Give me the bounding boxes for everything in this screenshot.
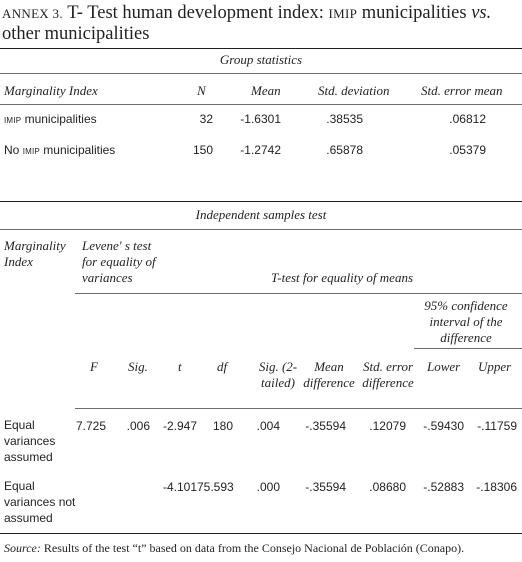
group-row-mean: -1.2742 bbox=[240, 143, 281, 157]
rule-independent-top bbox=[0, 201, 522, 202]
header-n: N bbox=[197, 83, 206, 98]
group-row-sd: .65878 bbox=[326, 143, 363, 157]
header-mean: Mean bbox=[251, 83, 281, 98]
group-row-sem: .05379 bbox=[449, 143, 486, 157]
header-levene: Levene' s test for equality of variances bbox=[82, 238, 156, 285]
ind-row-lower: -.52883 bbox=[423, 480, 464, 494]
rule-ttest bbox=[75, 293, 522, 294]
annex-label: ANNEX 3. bbox=[2, 6, 63, 21]
ind-row-sig: .006 bbox=[126, 419, 150, 433]
col-t: t bbox=[178, 359, 182, 374]
header-std-error-mean: Std. error mean bbox=[421, 83, 503, 98]
rule-top bbox=[0, 48, 522, 49]
rule-bottom bbox=[0, 533, 522, 534]
label-prefix: No bbox=[4, 143, 23, 157]
source-label: Source: bbox=[4, 541, 41, 555]
label-imip: IMIP bbox=[4, 116, 22, 125]
rule-independent-caption bbox=[0, 229, 522, 230]
table-title bbox=[2, 3, 517, 44]
col-sig-2tailed: Sig. (2-tailed) bbox=[258, 359, 298, 390]
ind-row-se-diff: .12079 bbox=[369, 419, 406, 433]
ind-row-upper: -.18306 bbox=[476, 480, 517, 494]
label-text: municipalities bbox=[39, 143, 116, 157]
title-imip: IMIP bbox=[328, 6, 358, 21]
ind-row-mean-diff: -.35594 bbox=[305, 419, 346, 433]
header-std-deviation: Std. deviation bbox=[318, 83, 390, 98]
title-text-c: other municipalities bbox=[2, 24, 150, 44]
col-upper: Upper bbox=[478, 359, 512, 374]
group-row-label bbox=[4, 112, 97, 126]
ind-row-sig2: .000 bbox=[256, 480, 280, 494]
independent-caption: Independent samples test bbox=[195, 207, 327, 222]
group-stats-caption: Group statistics bbox=[219, 52, 303, 67]
ind-row-upper: -.11759 bbox=[477, 419, 517, 433]
ind-row-lower: -.59430 bbox=[423, 419, 464, 433]
group-row-label bbox=[4, 143, 115, 157]
title-vs: vs. bbox=[471, 3, 492, 23]
ind-row-se-diff: .08680 bbox=[369, 480, 406, 494]
ind-row-t: -4.101 bbox=[162, 480, 197, 494]
rule-group-header bbox=[0, 104, 522, 105]
ind-row-t: -2.947 bbox=[162, 419, 197, 433]
title-text-b: municipalities bbox=[357, 3, 472, 23]
title-text-a: T- Test human development index: bbox=[62, 3, 329, 23]
ind-row-mean-diff: -.35594 bbox=[305, 480, 346, 494]
group-row-sd: .38535 bbox=[326, 112, 363, 126]
source-text: Results of the test “t” based on data from the Consejo Nacional de Población (Conapo). bbox=[40, 541, 465, 555]
ind-row-f: 7.725 bbox=[75, 419, 106, 433]
header-ttest: T-test for equality of means bbox=[270, 270, 414, 285]
group-row-n: 32 bbox=[199, 112, 213, 126]
group-row-n: 150 bbox=[192, 143, 213, 157]
ind-row-df: 180 bbox=[212, 419, 233, 433]
label-imip: IMIP bbox=[22, 147, 40, 156]
header-marginality-index-2: Marginality Index bbox=[4, 238, 66, 269]
rule-col-headers bbox=[75, 408, 522, 409]
label-text: municipalities bbox=[21, 112, 97, 126]
col-f: F bbox=[90, 359, 98, 374]
rule-ci bbox=[414, 348, 522, 349]
col-sig: Sig. bbox=[128, 359, 148, 374]
col-df: df bbox=[217, 359, 228, 374]
source-note bbox=[4, 541, 464, 556]
col-mean-difference: Mean difference bbox=[303, 359, 355, 390]
ind-row-label: Equal variances not assumed bbox=[4, 479, 76, 525]
col-lower: Lower bbox=[427, 359, 461, 374]
ind-row-df: 75.593 bbox=[197, 480, 234, 494]
header-ci: 95% confidence interval of the difference bbox=[424, 298, 508, 345]
group-row-mean: -1.6301 bbox=[240, 112, 281, 126]
header-marginality-index: Marginality Index bbox=[4, 83, 98, 98]
ind-row-label: Equal variances assumed bbox=[4, 418, 56, 464]
ind-row-sig2: .004 bbox=[256, 419, 280, 433]
col-std-error-difference: Std. error difference bbox=[362, 359, 414, 390]
group-row-sem: .06812 bbox=[449, 112, 486, 126]
rule-group-caption bbox=[0, 73, 522, 74]
